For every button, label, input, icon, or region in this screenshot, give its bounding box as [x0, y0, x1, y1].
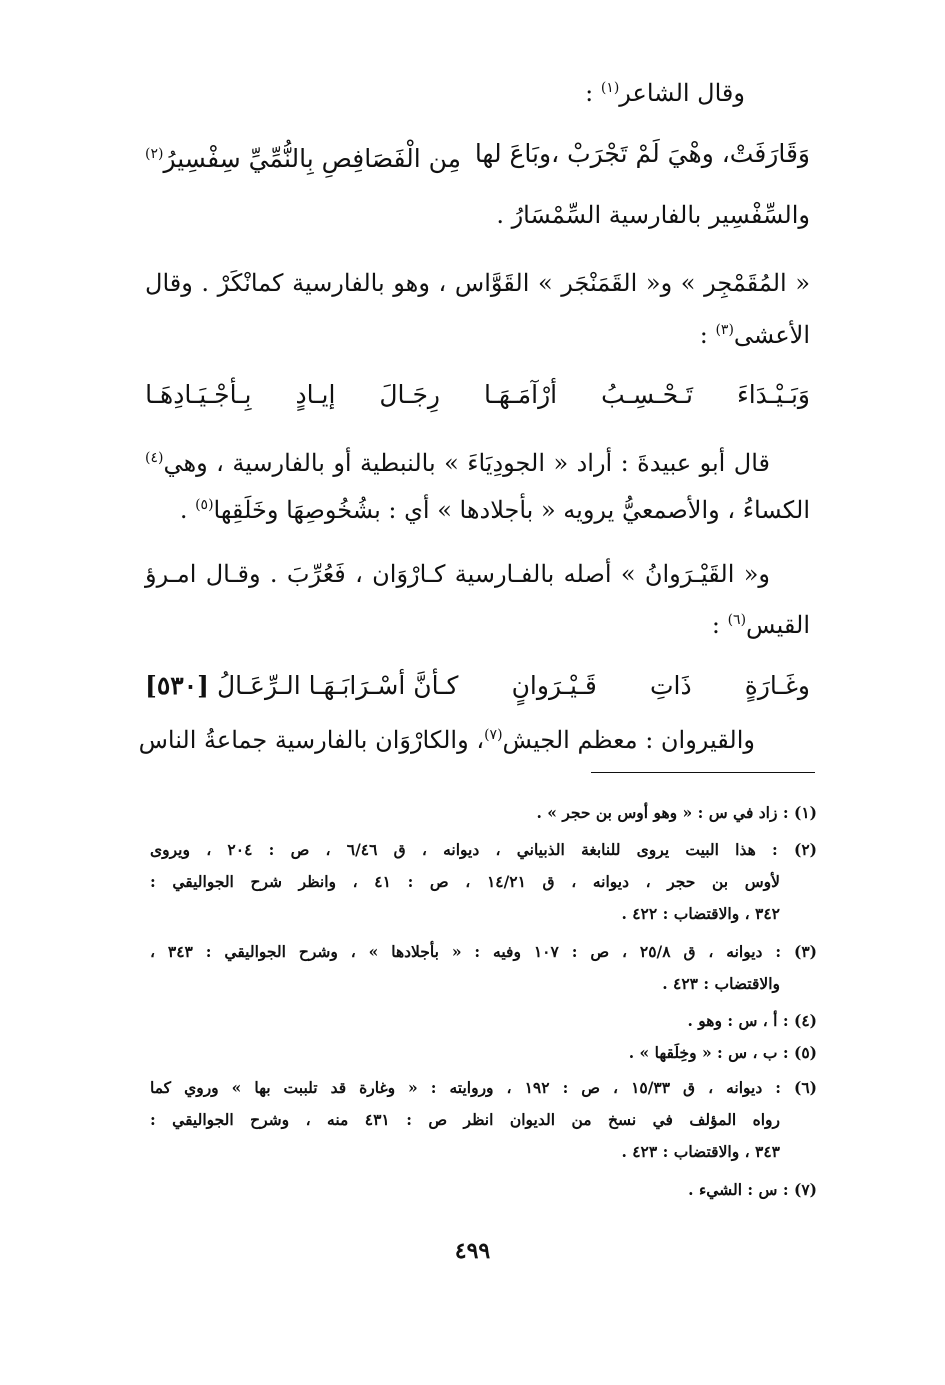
verse-2-word: تَـحْـسِـبُ — [601, 380, 693, 409]
verse-3-end — [145, 668, 458, 704]
footnote-text: ديوانه ، ق ١٥/٣٣ ، ص : ١٩٢ ، وروايته : « وغارة قد تلببت بها » وروي كما — [150, 1078, 763, 1097]
verse-2-word: بِـأجْـيَـادِهَـا — [145, 380, 252, 409]
verse-3-word: كـأنَّ أسْـرَابَـهَـا الـرِّعَـالُ — [216, 671, 459, 700]
final-line — [138, 718, 755, 757]
verse-3 — [145, 668, 810, 704]
footnote-ref-7: (٧) — [484, 727, 503, 743]
page-number: ٤٩٩ — [454, 1238, 491, 1264]
asha-colon: : — [699, 321, 716, 349]
footnote-5: (٥) : ب ، س : « وخِلَقها » . — [628, 1043, 817, 1062]
footnote-text: زاد في س : « وهو أوس بن حجر » . — [536, 803, 778, 822]
verse-1-hemistich-b-text: مِن الْفَصَافِصِ بِالنُّمِّيِّ سِفْسِيرُ — [163, 144, 462, 174]
footnote-6-line-3: ٣٤٣ ، والاقتضاب : ٤٢٣ . — [621, 1142, 780, 1161]
abu-ubayda-line — [145, 441, 770, 480]
footnote-ref-2: (٢) — [145, 146, 164, 162]
verse-2 — [145, 377, 810, 413]
footnote-6-line-2: رواه المؤلف في نسخ من الديوان انظر ص : ٤٣١ منه ، وشرح الجواليقي : — [150, 1110, 780, 1129]
qayrawan-line: و« القَيْـرَوانُ » أصله بالفـارسية كـارْوَان ، فَعُرِّبَ . وقـال امـرؤ — [145, 560, 770, 588]
asha-text: الأعشى — [733, 321, 810, 349]
verse-2-word: رِجَـالَ — [379, 380, 441, 409]
final-text-a: والقيروان : معظم الجيش — [502, 726, 755, 754]
footnote-3-line-2: والاقتضاب : ٤٢٣ . — [662, 974, 780, 993]
qays-line — [712, 603, 810, 642]
footnote-2-line-2: لأوس بن حجر ، ديوانه ، ق ١٤/٢١ ، ص : ٤١ ، وانظر شرح الجواليقي : — [150, 872, 780, 891]
footnote-3-line-1: (٣) : ديوانه ، ق ٢٥/٨ ، ص : ١٠٧ وفيه : « بأجلادها » ، وشرح الجواليقي : ٣٤٣ ، — [150, 942, 817, 961]
footnote-ref-5: (٥) — [195, 497, 214, 513]
muqamjir-line: « المُقَمْجِر » و« القَمَنْجَر » القَوَّاس ، وهو بالفارسية كمانْكَرْ . وقال — [145, 269, 810, 297]
footnote-7: (٧) : س : الشيء . — [688, 1180, 817, 1199]
footnote-number: (٤) — [793, 1011, 817, 1030]
intro-text: وقال الشاعر — [619, 79, 745, 107]
safsir-line: والسِّفْسِير بالفارسية السِّمْسَارُ . — [496, 201, 810, 229]
verse-1-hemistich-a: وَقَارَفَتْ، وهْيَ لَمْ تَجْرَبْ ،وبَاعَ لها — [474, 139, 810, 168]
page-reference: [٥٣٠] — [145, 671, 209, 700]
footnote-number: (١) — [793, 803, 817, 822]
footnote-text: أ ، س : وهو . — [687, 1011, 778, 1030]
footnote-number: (٦) — [794, 1078, 818, 1097]
verse-1-hemistich-b — [145, 136, 461, 177]
verse-3-word: ذَاتِ — [650, 671, 692, 700]
verse-2-word: إيـادٍ — [295, 380, 336, 409]
footnote-number: (٣) — [793, 942, 817, 961]
footnote-6-line-1: (٦) : ديوانه ، ق ١٥/٣٣ ، ص : ١٩٢ ، وروايته : « وغارة قد تلببت بها » وروي كما — [150, 1078, 818, 1097]
kisa-period: . — [179, 496, 196, 524]
kisa-text: الكساءُ ، والأصمعيُّ يرويه « بأجلادها » أي : بشُخُوصِهَا وخَلَقِها — [213, 496, 810, 524]
footnote-text: هذا البيت يروى للنابغة الذبياني ، ديوانه ، ق ٦/٤٦ ، ص : ٢٠٤ ، ويروى — [150, 840, 756, 859]
qays-colon: : — [711, 611, 728, 639]
footnote-text: س : الشيء . — [688, 1180, 778, 1199]
kisa-line — [180, 488, 810, 527]
intro-colon: : — [585, 79, 601, 107]
footnote-ref-6: (٦) — [727, 612, 747, 628]
footnote-ref-3: (٣) — [715, 322, 734, 338]
footnote-number: (٢) — [793, 840, 817, 859]
abu-ubayda-text: قال أبو عبيدةَ : أراد « الجودِيَاءَ » بالنبطية أو بالفارسية ، وهي — [163, 449, 770, 477]
verse-2-word: أرْآمَـهَـا — [483, 380, 558, 409]
footnote-number: (٧) — [793, 1180, 817, 1199]
asha-line — [700, 313, 810, 352]
footnote-1: (١) : زاد في س : « وهو أوس بن حجر » . — [536, 803, 817, 822]
footnote-2-line-3: ٣٤٢ ، والاقتضاب : ٤٢٢ . — [621, 904, 780, 923]
footnote-ref-1: (١) — [600, 80, 620, 96]
footnote-text: ديوانه ، ق ٢٥/٨ ، ص : ١٠٧ وفيه : « بأجلادها » ، وشرح الجواليقي : ٣٤٣ ، — [150, 942, 763, 961]
qays-text: القيس — [746, 611, 810, 639]
verse-3-word: قَـيْـرَوانٍ — [511, 671, 597, 700]
footnote-4: (٤) : أ ، س : وهو . — [687, 1011, 817, 1030]
footnote-2-line-1: (٢) : هذا البيت يروى للنابغة الذبياني ، ديوانه ، ق ٦/٤٦ ، ص : ٢٠٤ ، ويروى — [150, 840, 817, 859]
verse-1 — [145, 136, 810, 177]
footnote-ref-4: (٤) — [145, 450, 164, 466]
verse-2-word: وَبَـيْـدَاءَ — [736, 380, 810, 409]
verse-3-word: وغَـارَةٍ — [744, 671, 810, 700]
footnote-number: (٥) — [793, 1043, 817, 1062]
intro-line — [585, 71, 745, 110]
footnote-text: ب ، س : « وخِلَقها » . — [628, 1043, 778, 1062]
footnote-separator — [591, 772, 815, 773]
final-text-b: ، والكارْوَان بالفارسية جماعةُ الناس — [138, 726, 485, 754]
